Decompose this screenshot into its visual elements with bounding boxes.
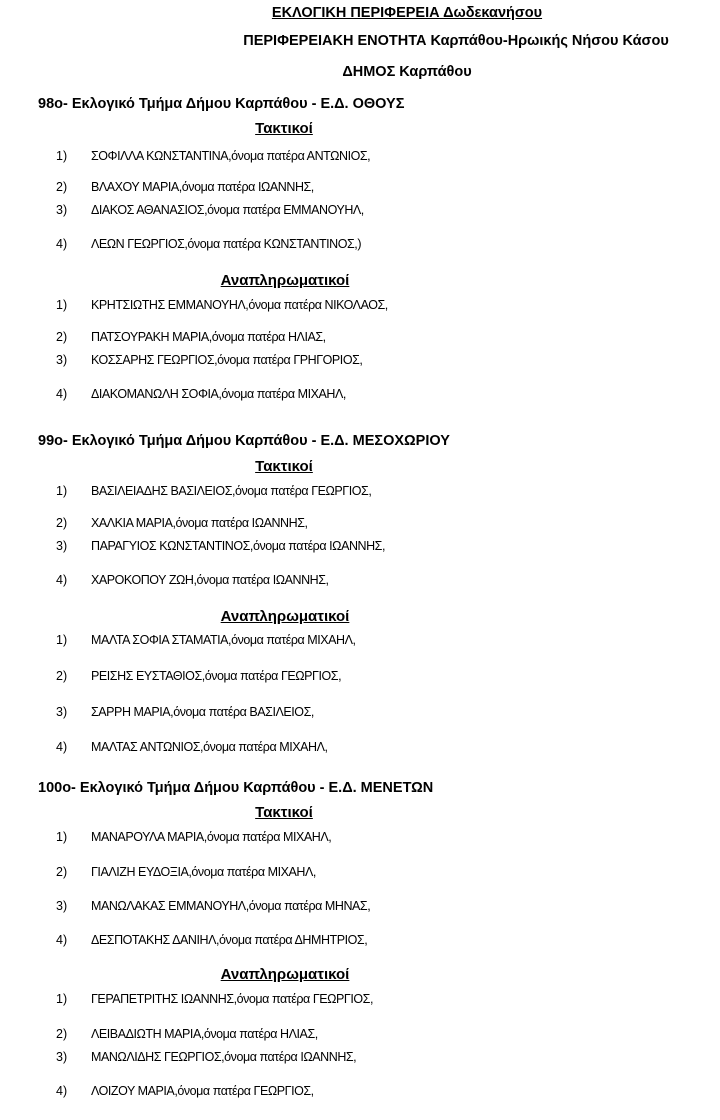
- item-text: ΛΟΙΖΟΥ ΜΑΡΙΑ,όνομα πατέρα ΓΕΩΡΓΙΟΣ,: [91, 1084, 314, 1098]
- item-number: 1): [56, 298, 68, 312]
- item-number: 1): [56, 633, 68, 647]
- item-number: 1): [56, 149, 68, 163]
- item-text: ΠΑΡΑΓΥΙΟΣ ΚΩΝΣΤΑΝΤΙΝΟΣ,όνομα πατέρα ΙΩΑΝΝΗΣ,: [91, 539, 385, 553]
- item-number: 1): [56, 830, 68, 844]
- item-number: 3): [56, 899, 68, 913]
- item-number: 3): [56, 539, 68, 553]
- item-text: ΡΕΙΣΗΣ ΕΥΣΤΑΘΙΟΣ,όνομα πατέρα ΓΕΩΡΓΙΟΣ,: [91, 669, 342, 683]
- substitute-members-heading: Αναπληρωματικοί: [220, 272, 350, 289]
- item-text: ΜΑΝΩΛΑΚΑΣ ΕΜΜΑΝΟΥΗΛ,όνομα πατέρα ΜΗΝΑΣ,: [91, 899, 371, 913]
- list-item: [0, 738, 720, 756]
- item-text: ΓΙΑΛΙΖΗ ΕΥΔΟΞΙΑ,όνομα πατέρα ΜΙΧΑΗΛ,: [91, 865, 316, 879]
- item-number: 4): [56, 573, 68, 587]
- item-text: ΒΛΑΧΟΥ ΜΑΡΙΑ,όνομα πατέρα ΙΩΑΝΝΗΣ,: [91, 180, 314, 194]
- item-text: ΒΑΣΙΛΕΙΑΔΗΣ ΒΑΣΙΛΕΙΟΣ,όνομα πατέρα ΓΕΩΡΓΙΟΣ,: [91, 484, 372, 498]
- item-number: 3): [56, 203, 68, 217]
- item-text: ΔΙΑΚΟΣ ΑΘΑΝΑΣΙΟΣ,όνομα πατέρα ΕΜΜΑΝΟΥΗΛ,: [91, 203, 364, 217]
- item-text: ΧΑΡΟΚΟΠΟΥ ΖΩΗ,όνομα πατέρα ΙΩΑΝΝΗΣ,: [91, 573, 329, 587]
- regional-unit-title: ΠΕΡΙΦΕΡΕΙΑΚΗ ΕΝΟΤΗΤΑ Καρπάθου-Ηρωικής Νήσου Κάσου: [243, 33, 669, 49]
- item-number: 4): [56, 933, 68, 947]
- item-text: ΛΕΙΒΑΔΙΩΤΗ ΜΑΡΙΑ,όνομα πατέρα ΗΛΙΑΣ,: [91, 1027, 318, 1041]
- list-item: [0, 147, 720, 165]
- item-number: 4): [56, 237, 68, 251]
- list-item: [0, 1048, 720, 1066]
- item-number: 4): [56, 740, 68, 754]
- item-number: 3): [56, 1050, 68, 1064]
- item-text: ΓΕΡΑΠΕΤΡΙΤΗΣ ΙΩΑΝΝΗΣ,όνομα πατέρα ΓΕΩΡΓΙΟΣ,: [91, 992, 373, 1006]
- item-text: ΜΑΛΤΑ ΣΟΦΙΑ ΣΤΑΜΑΤΙΑ,όνομα πατέρα ΜΙΧΑΗΛ,: [91, 633, 356, 647]
- item-number: 2): [56, 865, 68, 879]
- item-text: ΚΡΗΤΣΙΩΤΗΣ ΕΜΜΑΝΟΥΗΛ,όνομα πατέρα ΝΙΚΟΛΑΟΣ,: [91, 298, 388, 312]
- list-item: [0, 863, 720, 881]
- list-item: [0, 631, 720, 649]
- regular-members-heading: Τακτικοί: [255, 120, 313, 137]
- list-item: [0, 1025, 720, 1043]
- item-text: ΜΑΝΩΛΙΔΗΣ ΓΕΩΡΓΙΟΣ,όνομα πατέρα ΙΩΑΝΝΗΣ,: [91, 1050, 357, 1064]
- item-text: ΜΑΝΑΡΟΥΛΑ ΜΑΡΙΑ,όνομα πατέρα ΜΙΧΑΗΛ,: [91, 830, 332, 844]
- electoral-region-title: ΕΚΛΟΓΙΚΗ ΠΕΡΙΦΕΡΕΙΑ Δωδεκανήσου: [271, 5, 543, 21]
- item-number: 2): [56, 516, 68, 530]
- section-title: 98ο- Εκλογικό Τμήμα Δήμου Καρπάθου - Ε.Δ. ΟΘΟΥΣ: [38, 96, 405, 112]
- substitute-members-heading: Αναπληρωματικοί: [220, 608, 350, 625]
- item-number: 1): [56, 992, 68, 1006]
- regular-members-heading: Τακτικοί: [255, 458, 313, 475]
- item-text: ΣΟΦΙΛΛΑ ΚΩΝΣΤΑΝΤΙΝΑ,όνομα πατέρα ΑΝΤΩΝΙΟΣ,: [91, 149, 371, 163]
- item-text: ΔΙΑΚΟΜΑΝΩΛΗ ΣΟΦΙΑ,όνομα πατέρα ΜΙΧΑΗΛ,: [91, 387, 346, 401]
- list-item: [0, 931, 720, 949]
- section-title: 99ο- Εκλογικό Τμήμα Δήμου Καρπάθου - Ε.Δ. ΜΕΣΟΧΩΡΙΟΥ: [38, 433, 450, 449]
- list-item: [0, 482, 720, 500]
- list-item: [0, 571, 720, 589]
- item-text: ΣΑΡΡΗ ΜΑΡΙΑ,όνομα πατέρα ΒΑΣΙΛΕΙΟΣ,: [91, 705, 314, 719]
- item-text: ΚΟΣΣΑΡΗΣ ΓΕΩΡΓΙΟΣ,όνομα πατέρα ΓΡΗΓΟΡΙΟΣ,: [91, 353, 363, 367]
- list-item: [0, 703, 720, 721]
- item-number: 2): [56, 1027, 68, 1041]
- list-item: [0, 667, 720, 685]
- item-number: 2): [56, 180, 68, 194]
- item-text: ΔΕΣΠΟΤΑΚΗΣ ΔΑΝΙΗΛ,όνομα πατέρα ΔΗΜΗΤΡΙΟΣ,: [91, 933, 368, 947]
- item-number: 3): [56, 353, 68, 367]
- list-item: [0, 235, 720, 253]
- municipality-title: ΔΗΜΟΣ Καρπάθου: [342, 64, 472, 80]
- list-item: [0, 201, 720, 219]
- list-item: [0, 328, 720, 346]
- item-text: ΜΑΛΤΑΣ ΑΝΤΩΝΙΟΣ,όνομα πατέρα ΜΙΧΑΗΛ,: [91, 740, 328, 754]
- substitute-members-heading: Αναπληρωματικοί: [220, 966, 350, 983]
- item-number: 1): [56, 484, 68, 498]
- list-item: [0, 296, 720, 314]
- item-number: 3): [56, 705, 68, 719]
- item-number: 4): [56, 1084, 68, 1098]
- list-item: [0, 537, 720, 555]
- item-text: ΛΕΩΝ ΓΕΩΡΓΙΟΣ,όνομα πατέρα ΚΩΝΣΤΑΝΤΙΝΟΣ,): [91, 237, 362, 251]
- list-item: [0, 990, 720, 1008]
- list-item: [0, 897, 720, 915]
- item-text: ΠΑΤΣΟΥΡΑΚΗ ΜΑΡΙΑ,όνομα πατέρα ΗΛΙΑΣ,: [91, 330, 326, 344]
- item-number: 4): [56, 387, 68, 401]
- section-title: 100ο- Εκλογικό Τμήμα Δήμου Καρπάθου - Ε.Δ. ΜΕΝΕΤΩΝ: [38, 780, 434, 796]
- list-item: [0, 514, 720, 532]
- item-number: 2): [56, 669, 68, 683]
- list-item: [0, 351, 720, 369]
- list-item: [0, 828, 720, 846]
- list-item: [0, 1082, 720, 1100]
- item-number: 2): [56, 330, 68, 344]
- regular-members-heading: Τακτικοί: [255, 804, 313, 821]
- list-item: [0, 385, 720, 403]
- list-item: [0, 178, 720, 196]
- item-text: ΧΑΛΚΙΑ ΜΑΡΙΑ,όνομα πατέρα ΙΩΑΝΝΗΣ,: [91, 516, 308, 530]
